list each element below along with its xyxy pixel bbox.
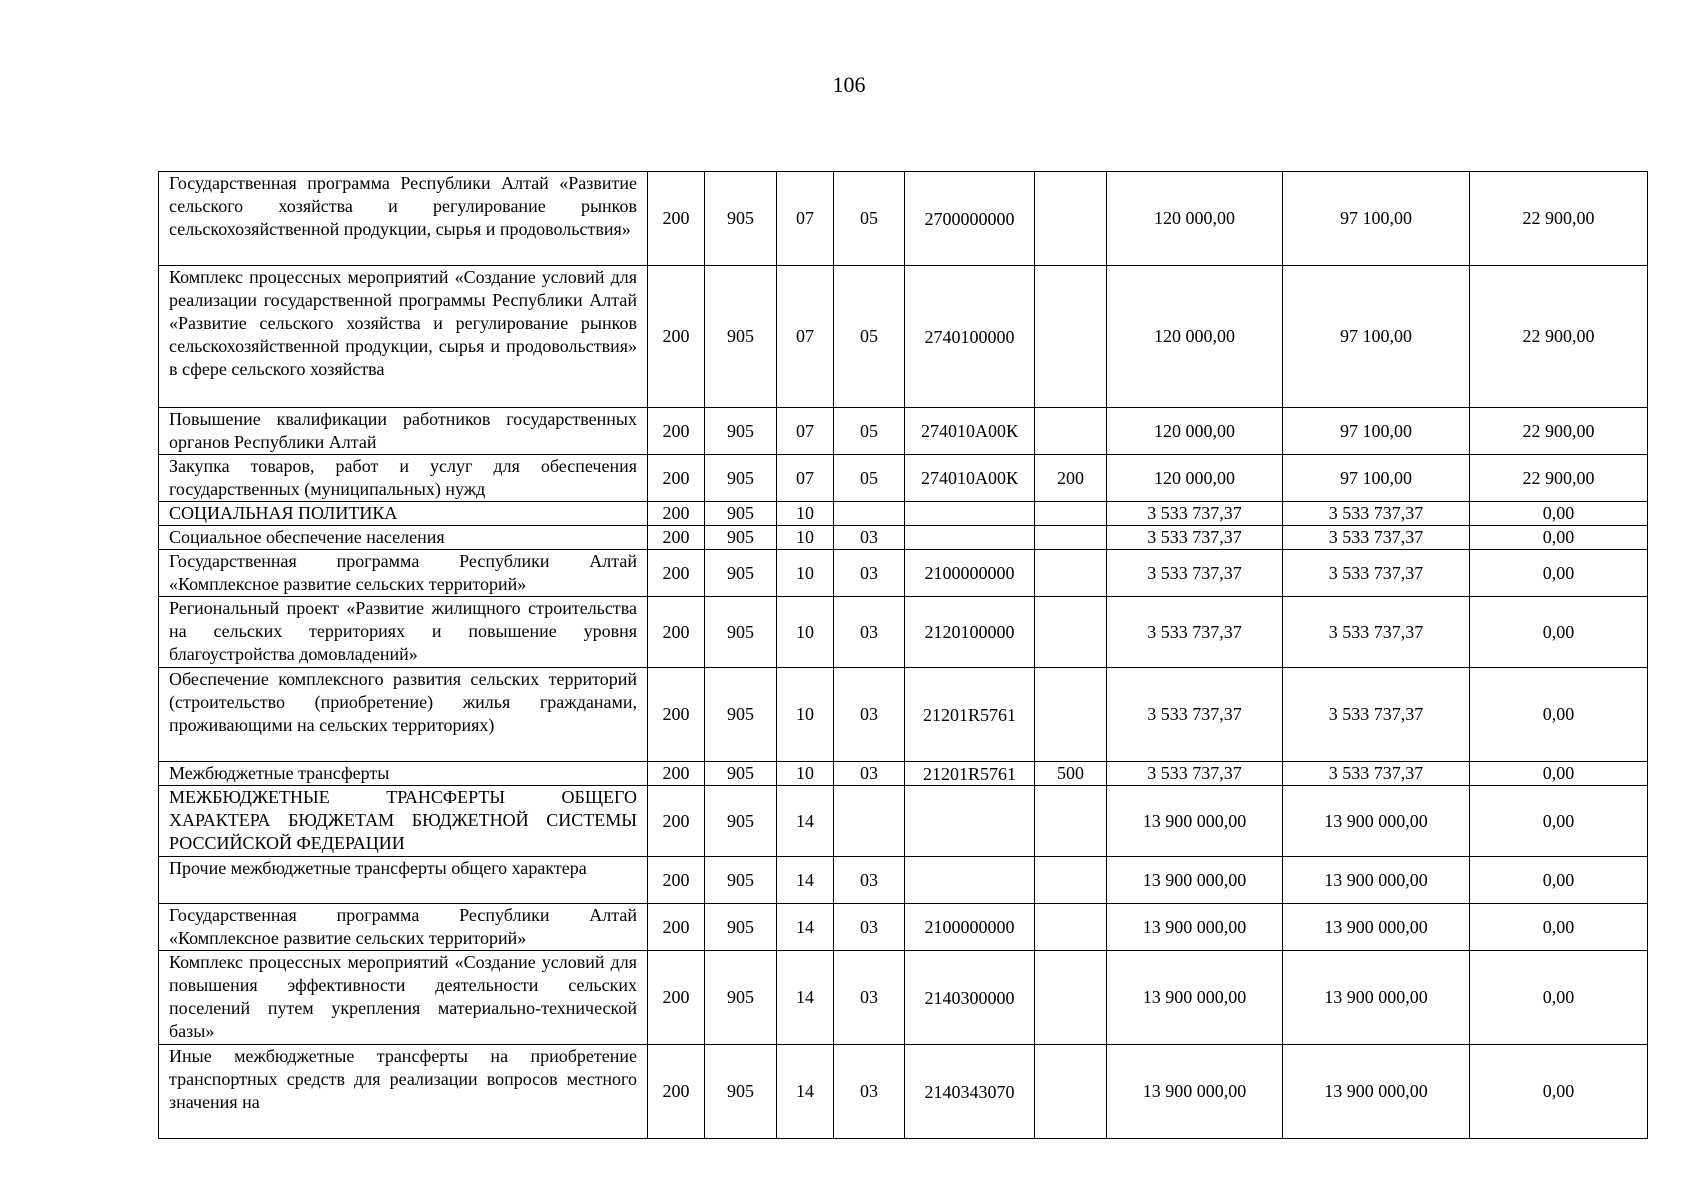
amount-cell: 22 900,00 [1470,455,1648,502]
section-code-cell: 07 [777,408,834,455]
section-code-cell: 14 [777,904,834,951]
row-name-cell: СОЦИАЛЬНАЯ ПОЛИТИКА [159,502,648,526]
subsection-code-cell: 03 [834,951,905,1045]
admin-code-cell: 200 [648,951,705,1045]
amount-cell: 0,00 [1470,668,1648,762]
amount-cell: 120 000,00 [1107,408,1283,455]
row-name-cell: Иные межбюджетные трансферты на приобретение транспортных средств для реализации вопросов местного значения на [159,1045,648,1139]
amount-cell: 22 900,00 [1470,266,1648,408]
target-article-cell [905,857,1035,904]
subsection-code-cell: 05 [834,455,905,502]
amount-cell: 13 900 000,00 [1283,904,1470,951]
target-article-cell: 274010А00К [905,455,1035,502]
amount-cell: 3 533 737,37 [1283,526,1470,550]
admin-code-cell: 200 [648,904,705,951]
table-row [159,455,1648,502]
ministry-code-cell: 905 [705,857,777,904]
subsection-code-cell: 03 [834,904,905,951]
amount-cell: 3 533 737,37 [1107,597,1283,668]
ministry-code-cell: 905 [705,668,777,762]
amount-cell: 0,00 [1470,786,1648,857]
expense-type-cell [1035,857,1107,904]
target-article-cell: 2100000000 [905,904,1035,951]
ministry-code-cell: 905 [705,266,777,408]
row-name-cell: Комплекс процессных мероприятий «Создание условий для реализации государственной программы Республики Алтай «Развитие сельского хозяйства и регулирование рынков сельскохозяйственной продукции, сырья и продовольствия» в сфере сельского хозяйства [159,266,648,408]
admin-code-cell: 200 [648,455,705,502]
expense-type-cell [1035,408,1107,455]
section-code-cell: 14 [777,857,834,904]
amount-cell: 13 900 000,00 [1283,951,1470,1045]
section-code-cell: 10 [777,550,834,597]
amount-cell: 13 900 000,00 [1107,857,1283,904]
amount-cell: 97 100,00 [1283,455,1470,502]
subsection-code-cell [834,786,905,857]
section-code-cell: 14 [777,951,834,1045]
subsection-code-cell [834,502,905,526]
admin-code-cell: 200 [648,668,705,762]
amount-cell: 3 533 737,37 [1107,550,1283,597]
target-article-cell: 2700000000 [905,172,1035,266]
table-row [159,502,1648,526]
expense-type-cell [1035,550,1107,597]
row-name-cell: Межбюджетные трансферты [159,762,648,786]
ministry-code-cell: 905 [705,597,777,668]
admin-code-cell: 200 [648,597,705,668]
admin-code-cell: 200 [648,172,705,266]
target-article-cell: 2140343070 [905,1045,1035,1139]
table-row [159,857,1648,904]
section-code-cell: 10 [777,597,834,668]
expense-type-cell [1035,172,1107,266]
row-name-cell: Государственная программа Республики Алтай «Комплексное развитие сельских территорий» [159,904,648,951]
ministry-code-cell: 905 [705,526,777,550]
expense-type-cell [1035,526,1107,550]
amount-cell: 3 533 737,37 [1283,550,1470,597]
amount-cell: 0,00 [1470,550,1648,597]
amount-cell: 13 900 000,00 [1283,857,1470,904]
amount-cell: 22 900,00 [1470,172,1648,266]
row-name-cell: Социальное обеспечение населения [159,526,648,550]
ministry-code-cell: 905 [705,455,777,502]
subsection-code-cell: 05 [834,408,905,455]
amount-cell: 0,00 [1470,502,1648,526]
target-article-cell: 2740100000 [905,266,1035,408]
amount-cell: 0,00 [1470,951,1648,1045]
amount-cell: 13 900 000,00 [1283,786,1470,857]
subsection-code-cell: 03 [834,1045,905,1139]
amount-cell: 13 900 000,00 [1107,1045,1283,1139]
section-code-cell: 14 [777,786,834,857]
amount-cell: 0,00 [1470,1045,1648,1139]
admin-code-cell: 200 [648,526,705,550]
expense-type-cell [1035,502,1107,526]
subsection-code-cell: 03 [834,526,905,550]
ministry-code-cell: 905 [705,904,777,951]
table-row [159,172,1648,266]
subsection-code-cell: 03 [834,762,905,786]
table-row [159,550,1648,597]
ministry-code-cell: 905 [705,408,777,455]
amount-cell: 3 533 737,37 [1283,597,1470,668]
amount-cell: 120 000,00 [1107,266,1283,408]
table-row [159,786,1648,857]
admin-code-cell: 200 [648,1045,705,1139]
section-code-cell: 10 [777,762,834,786]
amount-cell: 3 533 737,37 [1283,668,1470,762]
target-article-cell: 2120100000 [905,597,1035,668]
section-code-cell: 10 [777,668,834,762]
ministry-code-cell: 905 [705,550,777,597]
target-article-cell: 2100000000 [905,550,1035,597]
ministry-code-cell: 905 [705,786,777,857]
amount-cell: 13 900 000,00 [1107,951,1283,1045]
expense-type-cell [1035,1045,1107,1139]
subsection-code-cell: 03 [834,668,905,762]
row-name-cell: Комплекс процессных мероприятий «Создание условий для повышения эффективности деятельности сельских поселений путем укрепления материально-технической базы» [159,951,648,1045]
admin-code-cell: 200 [648,266,705,408]
row-name-cell: Закупка товаров, работ и услуг для обеспечения государственных (муниципальных) нужд [159,455,648,502]
subsection-code-cell: 05 [834,172,905,266]
ministry-code-cell: 905 [705,951,777,1045]
expense-type-cell [1035,668,1107,762]
table-row [159,266,1648,408]
expense-type-cell [1035,951,1107,1045]
target-article-cell [905,502,1035,526]
admin-code-cell: 200 [648,786,705,857]
section-code-cell: 07 [777,266,834,408]
expense-type-cell [1035,786,1107,857]
row-name-cell: Государственная программа Республики Алтай «Комплексное развитие сельских территорий» [159,550,648,597]
amount-cell: 0,00 [1470,597,1648,668]
target-article-cell: 21201R5761 [905,668,1035,762]
admin-code-cell: 200 [648,857,705,904]
subsection-code-cell: 03 [834,550,905,597]
ministry-code-cell: 905 [705,762,777,786]
admin-code-cell: 200 [648,762,705,786]
subsection-code-cell: 05 [834,266,905,408]
section-code-cell: 07 [777,455,834,502]
table-row [159,668,1648,762]
subsection-code-cell: 03 [834,857,905,904]
admin-code-cell: 200 [648,550,705,597]
expense-type-cell: 200 [1035,455,1107,502]
target-article-cell [905,786,1035,857]
amount-cell: 97 100,00 [1283,408,1470,455]
row-name-cell: Прочие межбюджетные трансферты общего характера [159,857,648,904]
amount-cell: 120 000,00 [1107,455,1283,502]
amount-cell: 3 533 737,37 [1107,526,1283,550]
amount-cell: 13 900 000,00 [1283,1045,1470,1139]
row-name-cell: Государственная программа Республики Алтай «Развитие сельского хозяйства и регулирование рынков сельскохозяйственной продукции, сырья и продовольствия» [159,172,648,266]
expense-type-cell [1035,904,1107,951]
subsection-code-cell: 03 [834,597,905,668]
target-article-cell: 2140300000 [905,951,1035,1045]
amount-cell: 0,00 [1470,857,1648,904]
amount-cell: 13 900 000,00 [1107,786,1283,857]
ministry-code-cell: 905 [705,502,777,526]
row-name-cell: МЕЖБЮДЖЕТНЫЕ ТРАНСФЕРТЫ ОБЩЕГО ХАРАКТЕРА БЮДЖЕТАМ БЮДЖЕТНОЙ СИСТЕМЫ РОССИЙСКОЙ ФЕДЕРАЦИИ [159,786,648,857]
ministry-code-cell: 905 [705,1045,777,1139]
amount-cell: 0,00 [1470,904,1648,951]
table-row [159,904,1648,951]
table-row [159,951,1648,1045]
row-name-cell: Повышение квалификации работников государственных органов Республики Алтай [159,408,648,455]
table-row [159,597,1648,668]
amount-cell: 3 533 737,37 [1107,502,1283,526]
admin-code-cell: 200 [648,502,705,526]
target-article-cell: 274010А00К [905,408,1035,455]
amount-cell: 0,00 [1470,762,1648,786]
table-row [159,762,1648,786]
amount-cell: 13 900 000,00 [1107,904,1283,951]
amount-cell: 3 533 737,37 [1283,762,1470,786]
admin-code-cell: 200 [648,408,705,455]
section-code-cell: 14 [777,1045,834,1139]
page-number: 106 [832,72,866,97]
expense-type-cell [1035,266,1107,408]
target-article-cell: 21201R5761 [905,762,1035,786]
amount-cell: 0,00 [1470,526,1648,550]
amount-cell: 3 533 737,37 [1283,502,1470,526]
amount-cell: 97 100,00 [1283,266,1470,408]
expense-type-cell: 500 [1035,762,1107,786]
table-row [159,408,1648,455]
table-row [159,526,1648,550]
amount-cell: 97 100,00 [1283,172,1470,266]
section-code-cell: 07 [777,172,834,266]
amount-cell: 3 533 737,37 [1107,668,1283,762]
amount-cell: 120 000,00 [1107,172,1283,266]
table-row [159,1045,1648,1139]
ministry-code-cell: 905 [705,172,777,266]
row-name-cell: Обеспечение комплексного развития сельских территорий (строительство (приобретение) жилья гражданами, проживающими на сельских территориях) [159,668,648,762]
budget-table [158,171,1648,1139]
target-article-cell [905,526,1035,550]
row-name-cell: Региональный проект «Развитие жилищного строительства на сельских территориях и повышение уровня благоустройства домовладений» [159,597,648,668]
amount-cell: 22 900,00 [1470,408,1648,455]
amount-cell: 3 533 737,37 [1107,762,1283,786]
expense-type-cell [1035,597,1107,668]
section-code-cell: 10 [777,502,834,526]
section-code-cell: 10 [777,526,834,550]
